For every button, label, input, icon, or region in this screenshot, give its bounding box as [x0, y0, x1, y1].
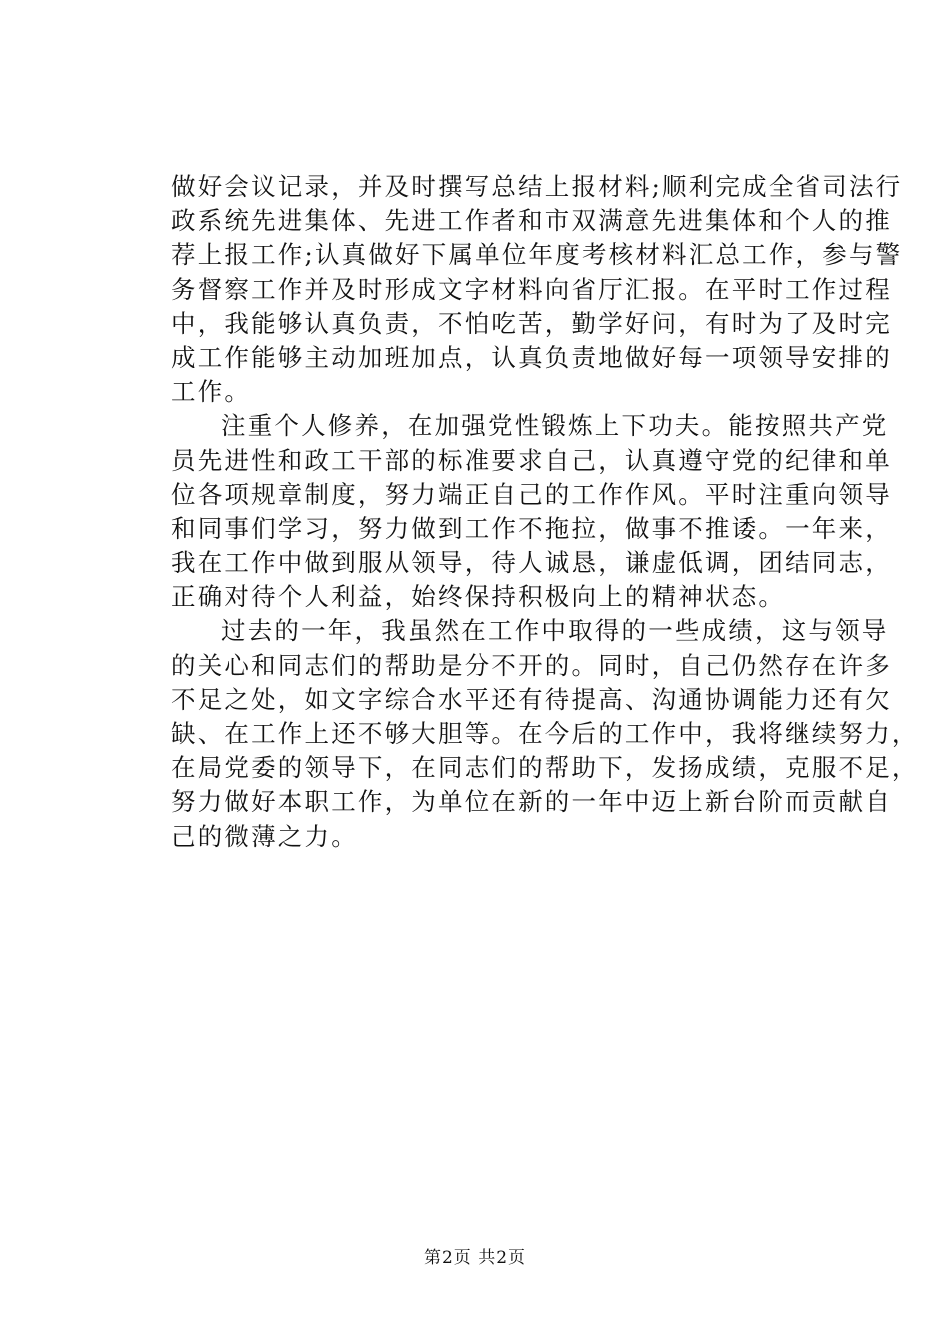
document-body	[171, 170, 919, 854]
text-line: 我在工作中做到服从领导，待人诚恳，谦虚低调，团结同志，	[171, 548, 892, 578]
text-line: 注重个人修养，在加强党性锻炼上下功夫。能按照共产党	[221, 411, 889, 441]
text-line: 的关心和同志们的帮助是分不开的。同时，自己仍然存在许多	[171, 650, 892, 680]
text-line: 己的微薄之力。	[171, 821, 358, 851]
text-line: 务督察工作并及时形成文字材料向省厅汇报。在平时工作过程	[171, 274, 892, 304]
text-line: 正确对待个人利益，始终保持积极向上的精神状态。	[171, 582, 786, 612]
page-number-footer: 第2页 共2页	[423, 1248, 527, 1268]
paragraph-2	[171, 409, 892, 614]
text-line: 政系统先进集体、先进工作者和市双满意先进集体和个人的推	[171, 206, 892, 236]
text-line: 努力做好本职工作，为单位在新的一年中迈上新台阶而贡献自	[171, 787, 892, 817]
text-line: 在局党委的领导下，在同志们的帮助下，发扬成绩，克服不足，	[171, 753, 919, 783]
text-line: 过去的一年，我虽然在工作中取得的一些成绩，这与领导	[221, 616, 889, 646]
text-line: 荐上报工作;认真做好下属单位年度考核材料汇总工作，参与警	[171, 240, 903, 270]
text-line: 工作。	[171, 377, 252, 407]
paragraph-1	[171, 170, 903, 409]
text-line: 中，我能够认真负责，不怕吃苦，勤学好问，有时为了及时完	[171, 308, 892, 338]
text-line: 不足之处，如文字综合水平还有待提高、沟通协调能力还有欠	[171, 684, 892, 714]
text-line: 位各项规章制度，努力端正自己的工作作风。平时注重向领导	[171, 479, 892, 509]
text-line: 和同事们学习，努力做到工作不拖拉，做事不推诿。一年来，	[171, 513, 892, 543]
text-line: 做好会议记录，并及时撰写总结上报材料;顺利完成全省司法行	[171, 172, 903, 201]
paragraph-3	[171, 614, 919, 853]
text-line: 员先进性和政工干部的标准要求自己，认真遵守党的纪律和单	[171, 445, 892, 475]
text-line: 成工作能够主动加班加点，认真负责地做好每一项领导安排的	[171, 342, 892, 372]
text-line: 缺、在工作上还不够大胆等。在今后的工作中，我将继续努力，	[171, 719, 919, 748]
